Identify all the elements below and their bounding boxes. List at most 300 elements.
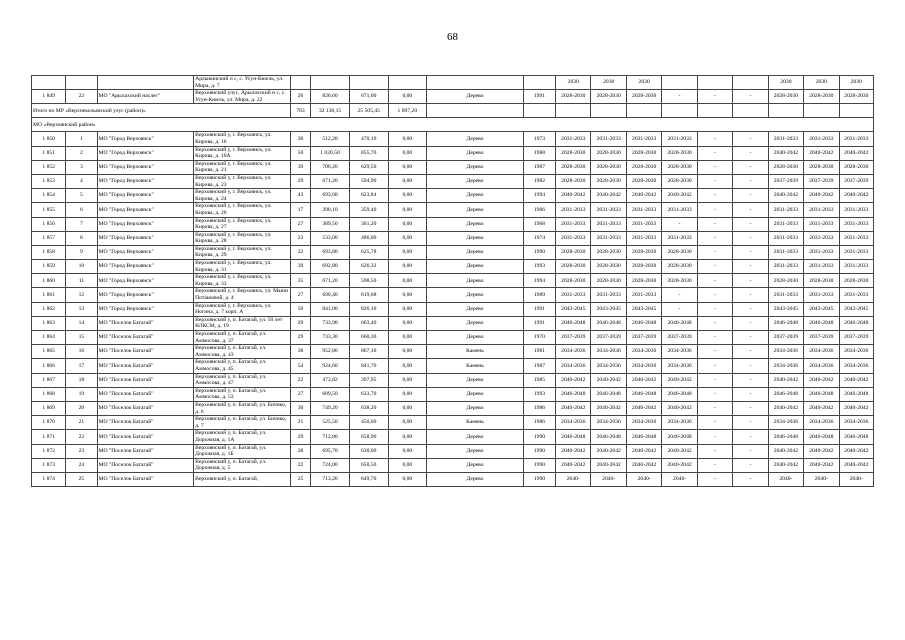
table-cell: Дерево [427,302,524,316]
table-cell: 2040-2042 [591,401,626,415]
table-cell: 18 [66,373,97,387]
table-cell: 2028-2030 [768,90,803,104]
table-cell: 713,20 [311,472,350,486]
table-cell: 671,60 [349,90,388,104]
table-row [32,288,874,302]
table-cell: 2031-2033 [804,260,839,274]
table-cell: 26 [290,90,310,104]
table-cell: - [697,444,732,458]
table-cell: 2031-2033 [626,132,661,146]
table-cell: Дерево [427,132,524,146]
table-cell: 23 [290,231,310,245]
table-cell: - [697,160,732,174]
table-cell: 0,00 [388,217,427,231]
table-cell: 2034-2036 [662,416,697,430]
table-cell: 2040-2042 [768,146,803,160]
table-cell: 2040-2042 [839,401,873,415]
table-cell: 2030 [556,76,591,90]
table-cell: 2034-2036 [662,345,697,359]
empty-cell [662,104,697,118]
table-cell: 2034-2036 [839,345,873,359]
table-cell: 2 [66,146,97,160]
table-cell: 2028-2030 [591,90,626,104]
table-cell: Верхоянский у, п. Батагай, ул. 50 лет ВЛКСМ, д. 19 [194,316,291,330]
table-cell: - [733,444,768,458]
table-cell: 2031-2033 [839,217,873,231]
table-cell: Верхоянский у, г. Верхоянск, ул. Кирова, д. 24 [194,189,291,203]
table-cell: 2040-2042 [626,444,661,458]
table-cell: 2040-2042 [626,373,661,387]
table-cell: 2040-2042 [556,458,591,472]
table-row [32,430,874,444]
table-cell: 733,30 [311,331,350,345]
table-cell [662,76,697,90]
table-cell: Верхоянский у, п. Батагай, ул. Аммосова, д. 45 [194,359,291,373]
table-cell [311,76,350,90]
table-cell: МО "Город Верхоянск" [97,231,194,245]
table-cell: 2031-2033 [591,203,626,217]
table-cell: МО "Город Верхоянск" [97,203,194,217]
table-cell: 2040-2042 [768,373,803,387]
table-cell: 1 869 [32,401,66,415]
table-cell: 21 [290,416,310,430]
table-cell: 2040-2042 [804,146,839,160]
table-cell: 2040-2042 [768,458,803,472]
table-row [32,274,874,288]
table-cell: 2028-2030 [839,274,873,288]
table-cell: 2040-2042 [839,146,873,160]
table-cell: 2031-2033 [804,132,839,146]
table-cell: 2040-2042 [556,401,591,415]
table-cell: 0,00 [388,288,427,302]
table-cell: 2034-2036 [804,345,839,359]
table-cell: Дерево [427,430,524,444]
table-cell: 2028-2030 [591,174,626,188]
table-cell: 2031-2033 [768,260,803,274]
table-cell: 2046-2048 [662,387,697,401]
empty-cell [427,104,524,118]
table-cell: 2028-2030 [839,90,873,104]
table-cell: 2031-2033 [626,217,661,231]
table-cell: Верхоянский у, п. Батагай, ул. Дорожная, д. 5 [194,458,291,472]
table-cell: 0,00 [388,302,427,316]
table-cell: - [697,260,732,274]
table-cell: 0,00 [388,274,427,288]
empty-cell [697,104,732,118]
table-cell: 2046-2048 [591,316,626,330]
table-cell: 2028-2030 [626,160,661,174]
table-row [32,359,874,373]
table-cell: 25 [290,472,310,486]
table-cell: МО "Город Верхоянск" [97,146,194,160]
table-cell: 2046-2048 [768,430,803,444]
table-cell: 626,32 [349,260,388,274]
table-cell: 39 [290,160,310,174]
table-cell: - [733,302,768,316]
table-cell: 658,90 [349,430,388,444]
table-cell: 2028-2030 [804,274,839,288]
table-cell: 2040-2042 [839,444,873,458]
table-cell: - [733,245,768,259]
table-cell: 5 [66,189,97,203]
table-cell: 2031-2033 [804,203,839,217]
table-cell: 2040-2042 [626,401,661,415]
table-row [32,316,874,330]
table-cell: 0,00 [388,472,427,486]
table-cell: Дерево [427,274,524,288]
table-cell: 0,00 [388,160,427,174]
table-cell: 29 [290,331,310,345]
table-cell: 660,30 [349,331,388,345]
table-cell: 0,00 [388,416,427,430]
table-cell: 692,80 [311,260,350,274]
table-cell: 826,60 [311,90,350,104]
table-cell: 2040-2042 [839,458,873,472]
total-cell: 1 897,20 [388,104,427,118]
table-row [32,260,874,274]
table-cell: 2043-2045 [626,302,661,316]
table-cell: Верхоянский у, п. Батагай, ул. Аммосова, д. 37 [194,331,291,345]
table-cell: 30 [290,401,310,415]
table-cell: 2043-2045 [839,302,873,316]
table-cell: 706,20 [311,160,350,174]
table-cell: - [697,174,732,188]
table-cell: Дерево [427,174,524,188]
table-cell: Дерево [427,288,524,302]
table-cell: 2034-2036 [556,345,591,359]
table-cell: 2040-2042 [626,189,661,203]
table-cell [733,76,768,90]
table-cell: Камень [427,345,524,359]
table-cell: Верхоянский у, г. Верхоянск, ул. Кирова, д. 21 [194,160,291,174]
table-cell: - [733,90,768,104]
table-cell: - [733,359,768,373]
table-cell: 1989 [523,288,555,302]
table-cell: 0,00 [388,146,427,160]
table-cell: 2046-2048 [662,316,697,330]
table-cell: - [733,160,768,174]
table-cell: 2034-2036 [804,359,839,373]
table-cell: 2031-2033 [591,217,626,231]
table-cell: 28 [290,444,310,458]
table-row [32,444,874,458]
table-cell: 689,50 [311,387,350,401]
table-cell: - [733,373,768,387]
table-cell: 2031-2033 [591,231,626,245]
table-cell: 1990 [523,458,555,472]
table-cell: 2030 [839,76,873,90]
table-cell: 2046-2048 [839,430,873,444]
table-cell: 2031-2033 [556,231,591,245]
table-cell: МО "Город Верхоянск" [97,274,194,288]
table-cell: 2040- [768,472,803,486]
table-cell: 1991 [523,302,555,316]
table-cell: 594,90 [349,174,388,188]
table-cell: Камень [427,359,524,373]
table-cell: Верхоянский у, п. Батагай, ул. Аммосова, д. 53 [194,387,291,401]
table-cell: 598,50 [349,274,388,288]
table-cell: 0,00 [388,260,427,274]
table-cell: 1987 [523,359,555,373]
table-cell: 486,00 [349,231,388,245]
table-cell: 2043-2045 [591,302,626,316]
table-cell: 390,10 [311,203,350,217]
table-cell: 1990 [523,245,555,259]
table-cell: 1 857 [32,231,66,245]
table-cell: 2031-2033 [626,231,661,245]
table-cell: 2046-2048 [591,430,626,444]
table-cell: 2046-2048 [839,316,873,330]
table-cell: МО "Город Верхоянск" [97,217,194,231]
table-cell: 2028-2030 [556,274,591,288]
table-cell: 1 871 [32,430,66,444]
table-cell: 2031-2033 [626,203,661,217]
table-cell: 841,00 [311,302,350,316]
table-cell: Камень [427,416,524,430]
table-cell: 2046-2048 [626,316,661,330]
table-cell: 38 [290,345,310,359]
table-cell: Дерево [427,472,524,486]
table-cell: 2034-2036 [768,359,803,373]
table-cell: 2034-2036 [591,345,626,359]
table-cell: 2040-2042 [768,401,803,415]
table-cell: 2031-2033 [591,288,626,302]
table-cell: 2031-2033 [804,288,839,302]
table-cell: 1 859 [32,260,66,274]
table-row [32,245,874,259]
table-cell: Верхоянский у, г. Верхоянск, ул. Ногина, д. 7 корп. А [194,302,291,316]
table-row [32,401,874,415]
table-cell: - [733,316,768,330]
table-cell: Дерево [427,203,524,217]
table-cell: 2031-2033 [662,132,697,146]
table-cell: 2031-2033 [839,203,873,217]
total-label: Итого по МР «Верхнеколымский улус (район)» [32,104,291,118]
table-row [32,387,874,401]
table-cell: 2031-2033 [768,288,803,302]
table-cell: 2040-2042 [804,458,839,472]
table-cell: 2037-2039 [804,174,839,188]
table-cell: 2031-2033 [768,217,803,231]
table-cell: 0,00 [388,90,427,104]
table-cell: Дерево [427,373,524,387]
table-cell: 2040-2042 [556,189,591,203]
table-cell: Верхоянский у, п. Батагай, ул. Бичико, д. 6 [194,401,291,415]
table-cell: 2040- [804,472,839,486]
table-cell: 2028-2030 [591,245,626,259]
table-cell: 10 [66,260,97,274]
table-cell: 2028-2030 [626,274,661,288]
table-cell: - [697,373,732,387]
table-cell: 2028-2030 [662,260,697,274]
table-row [32,189,874,203]
table-cell: 1 [66,132,97,146]
table-cell: 695,70 [311,444,350,458]
table-cell: - [733,472,768,486]
table-cell: 2046-2048 [804,316,839,330]
table-cell: 2040-2042 [662,444,697,458]
table-cell: 2031-2033 [839,260,873,274]
table-cell: 16 [66,345,97,359]
table-cell: МО "Поселок Батагай" [97,345,194,359]
table-cell: 533,00 [311,231,350,245]
table-cell: 1 868 [32,387,66,401]
table-cell: Дерево [427,387,524,401]
table-cell: 1994 [523,189,555,203]
table-cell: 2028-2030 [626,90,661,104]
table-cell: 693,60 [311,189,350,203]
table-cell: 2028-2030 [556,260,591,274]
table-cell: 2037-2039 [839,331,873,345]
table-cell: Верхоянский у, п. Батагай, ул. Дорожная, д. 1Б [194,444,291,458]
table-cell: 2034-2036 [591,359,626,373]
table-row [32,217,874,231]
table-cell: - [697,203,732,217]
table-cell: 2034-2036 [839,416,873,430]
table-cell: - [662,288,697,302]
table-cell: 2040-2042 [768,444,803,458]
table-cell: 2046-2048 [768,387,803,401]
table-cell: 671,20 [311,274,350,288]
table-cell: Дерево [427,331,524,345]
table-cell [66,76,97,90]
table-cell: 630,00 [349,444,388,458]
table-cell: 2034-2036 [626,359,661,373]
table-cell: 2028-2030 [662,274,697,288]
table-cell: - [733,217,768,231]
table-cell: 724,00 [311,458,350,472]
table-cell: 2034-2036 [839,359,873,373]
table-cell: 54 [290,359,310,373]
table-cell: 2030 [804,76,839,90]
table-cell: 1993 [523,387,555,401]
table-cell: 0,00 [388,444,427,458]
table-cell: - [697,316,732,330]
table-cell: 2028-2030 [591,274,626,288]
table-cell: 2046-2048 [768,316,803,330]
table-cell: 9 [66,245,97,259]
table-cell: 1 858 [32,245,66,259]
table-cell: 2040-2042 [662,401,697,415]
table-cell: МО "Поселок Батагай" [97,444,194,458]
table-cell: 0,00 [388,373,427,387]
table-cell: 2028-2030 [556,174,591,188]
table-cell: 1 020,50 [311,146,350,160]
table-cell: 2028-2030 [662,245,697,259]
table-cell: 2040- [662,472,697,486]
table-cell: 1 866 [32,359,66,373]
empty-cell [626,104,661,118]
table-cell: Верхоянский у, г. Верхоянск, ул. Кирова, д. 27 [194,217,291,231]
table-cell: 1974 [523,231,555,245]
table-cell: 2040- [556,472,591,486]
table-cell: - [733,387,768,401]
table-cell: 2031-2033 [662,203,697,217]
table-row [32,373,874,387]
table-cell: - [697,359,732,373]
table-cell: 649,70 [349,472,388,486]
table-cell: 2028-2030 [556,245,591,259]
table-cell: - [697,288,732,302]
table-cell: 2031-2033 [804,231,839,245]
table-cell: 2034-2036 [626,345,661,359]
table-cell: 15 [66,331,97,345]
table-cell: 2040-2042 [556,444,591,458]
empty-cell [591,104,626,118]
table-cell: 1991 [523,316,555,330]
table-cell: Дерево [427,160,524,174]
table-cell: 2028-2030 [768,160,803,174]
total-cell: 783 [290,104,310,118]
table-cell: 2028-2030 [804,90,839,104]
table-cell: 2028-2030 [804,160,839,174]
table-cell: 2030 [626,76,661,90]
table-cell: 1990 [523,444,555,458]
table-cell [290,76,310,90]
table-cell: 2037-2039 [804,331,839,345]
table-cell: Верхоянский у, г. Верхоянск, ул. Кирова, д. 31 [194,260,291,274]
table-cell: 22 [290,458,310,472]
table-cell: 2034-2036 [556,359,591,373]
table-cell: 450,60 [349,416,388,430]
table-cell: 1 864 [32,331,66,345]
page-number: 68 [447,31,458,43]
table-cell: 2028-2030 [662,174,697,188]
table-cell: МО "Поселок Батагай" [97,373,194,387]
table-cell: 1 860 [32,274,66,288]
table-cell: 650,50 [349,458,388,472]
table-cell: 2040-2042 [626,458,661,472]
table-cell: 2031-2033 [768,132,803,146]
table-cell: 2028-2030 [626,245,661,259]
table-cell: 2034-2036 [556,416,591,430]
table-cell: МО "Арылахский наслег" [97,90,194,104]
table-cell: - [733,231,768,245]
empty-cell [768,104,803,118]
table-cell: - [697,132,732,146]
table-cell: - [733,416,768,430]
table-cell: 35 [290,274,310,288]
table-cell: 2028-2030 [556,146,591,160]
table-cell: - [733,146,768,160]
table-cell: 2046-2048 [556,430,591,444]
table-cell: 27 [290,288,310,302]
housing-program-table [31,75,874,487]
table-cell: 623,84 [349,189,388,203]
table-cell: Верхоянский у, п. Батагай, ул. Аммосова, д. 47 [194,373,291,387]
table-row [32,458,874,472]
table-cell: - [697,430,732,444]
table-cell: Дерево [427,231,524,245]
table-cell: 2028-2030 [591,260,626,274]
table-cell: 8 [66,231,97,245]
table-cell: 3 [66,160,97,174]
table-cell: 2046-2048 [556,316,591,330]
table-cell: 2037-2039 [556,331,591,345]
table-cell: 2040-2042 [804,189,839,203]
table-cell: 2028-2030 [591,146,626,160]
table-cell: 2031-2033 [839,245,873,259]
table-cell: 22 [66,90,97,104]
table-cell: - [697,331,732,345]
table-cell: Верхоянский у, п. Батагай, ул. Аммосова, д. 43 [194,345,291,359]
table-cell: - [697,401,732,415]
table-cell: Дерево [427,401,524,415]
table-cell: - [662,90,697,104]
table-cell: Дерево [427,217,524,231]
table-cell: 0,00 [388,458,427,472]
table-cell: 619,68 [349,288,388,302]
